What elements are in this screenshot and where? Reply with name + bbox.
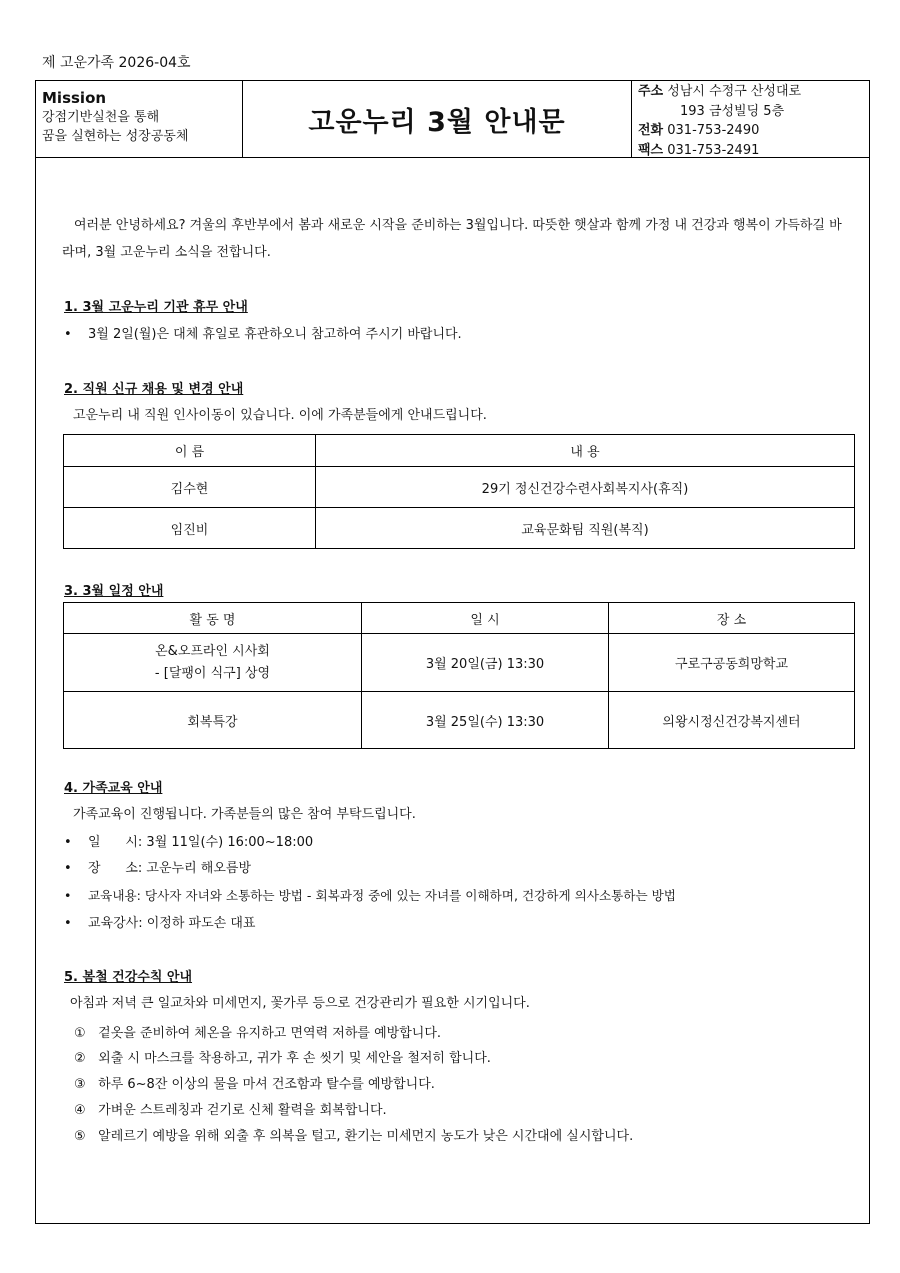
list-item bbox=[64, 912, 255, 931]
section-1-title: 1. 3월 고운누리 기관 휴무 안내 bbox=[64, 300, 248, 315]
staff-table bbox=[63, 434, 855, 549]
list-item bbox=[64, 857, 251, 876]
bullet-text: 장 소: 고운누리 해오름방 bbox=[88, 861, 252, 876]
staff-name: 임진비 bbox=[64, 508, 316, 549]
list-item bbox=[74, 1022, 441, 1041]
bullet-text: 일 시: 3월 11일(수) 16:00~18:00 bbox=[88, 835, 314, 850]
fax-label: 팩스 bbox=[638, 142, 664, 158]
section-5-title: 5. 봄철 건강수칙 안내 bbox=[64, 970, 193, 985]
section-2-title: 2. 직원 신규 채용 및 변경 안내 bbox=[64, 382, 244, 397]
staff-content: 교육문화팀 직원(복직) bbox=[316, 508, 855, 549]
section-4-title: 4. 가족교육 안내 bbox=[64, 781, 163, 796]
schedule-place: 의왕시정신건강복지센터 bbox=[609, 692, 855, 749]
staff-content: 29기 정신건강수련사회복지사(휴직) bbox=[316, 467, 855, 508]
activity-line-1: 온&오프라인 시사회 bbox=[155, 643, 270, 659]
section-3-title: 3. 3월 일정 안내 bbox=[64, 584, 164, 599]
mission-line-1: 강점기반실천을 통해 bbox=[42, 110, 160, 125]
mission-title: Mission bbox=[42, 89, 107, 107]
item-text: 하루 6~8잔 이상의 물을 마셔 건조함과 탈수를 예방합니다. bbox=[98, 1077, 435, 1092]
section-5-text: 아침과 저녁 큰 일교차와 미세먼지, 꽃가루 등으로 건강관리가 필요한 시기입니다. bbox=[70, 996, 530, 1011]
phone-number: 031-753-2490 bbox=[667, 123, 760, 138]
address-label: 주소 bbox=[638, 84, 664, 99]
issue-number: 제 고운가족 2026-04호 bbox=[42, 55, 191, 71]
mission-box bbox=[36, 81, 243, 157]
item-number: ① bbox=[74, 1026, 86, 1041]
staff-col-name: 이 름 bbox=[64, 435, 316, 467]
staff-name: 김수현 bbox=[64, 467, 316, 508]
bullet-dot: • bbox=[64, 327, 72, 342]
table-row bbox=[64, 634, 855, 692]
table-row bbox=[64, 508, 855, 549]
list-item bbox=[74, 1047, 491, 1066]
intro-paragraph: 여러분 안녕하세요? 겨울의 후반부에서 봄과 새로운 시작을 준비하는 3월입니다. 따뜻한 햇살과 함께 가정 내 건강과 행복이 가득하길 바라며, 3월 고운누리 소식을 전합니다. bbox=[62, 218, 842, 260]
document-title: 고운누리 3월 안내문 bbox=[243, 81, 632, 157]
schedule-date: 3월 25일(수) 13:30 bbox=[362, 692, 609, 749]
section-1-bullet bbox=[64, 323, 462, 342]
item-number: ④ bbox=[74, 1103, 86, 1118]
list-item bbox=[64, 831, 313, 850]
bullet-text: 교육내용: 당사자 자녀와 소통하는 방법 - 회복과정 중에 있는 자녀를 이해하며, 건강하게 의사소통하는 방법 bbox=[88, 888, 676, 903]
item-text: 알레르기 예방을 위해 외출 후 의복을 털고, 환기는 미세먼지 농도가 낮은 시간대에 실시합니다. bbox=[98, 1129, 634, 1144]
bullet-dot: • bbox=[64, 835, 72, 850]
bullet-dot: • bbox=[64, 861, 72, 876]
item-number: ② bbox=[74, 1051, 86, 1066]
schedule-date: 3월 20일(금) 13:30 bbox=[362, 634, 609, 692]
mission-line-2: 꿈을 실현하는 성장공동체 bbox=[42, 129, 189, 144]
schedule-place: 구로구공동희망학교 bbox=[609, 634, 855, 692]
schedule-col-place: 장 소 bbox=[609, 603, 855, 634]
letterhead bbox=[35, 80, 870, 158]
table-row bbox=[64, 692, 855, 749]
item-text: 겉옷을 준비하여 체온을 유지하고 면역력 저하를 예방합니다. bbox=[98, 1026, 442, 1041]
section-4-text: 가족교육이 진행됩니다. 가족분들의 많은 참여 부탁드립니다. bbox=[73, 807, 416, 822]
schedule-activity bbox=[64, 634, 362, 692]
item-text: 외출 시 마스크를 착용하고, 귀가 후 손 씻기 및 세안을 철저히 합니다. bbox=[98, 1051, 491, 1066]
schedule-table bbox=[63, 602, 855, 749]
phone-label: 전화 bbox=[638, 123, 664, 138]
table-row bbox=[64, 467, 855, 508]
schedule-activity: 회복특강 bbox=[64, 692, 362, 749]
list-item bbox=[64, 885, 676, 904]
staff-col-content: 내 용 bbox=[316, 435, 855, 467]
fax-number: 031-753-2491 bbox=[667, 142, 760, 158]
schedule-col-date: 일 시 bbox=[362, 603, 609, 634]
schedule-col-activity: 활 동 명 bbox=[64, 603, 362, 634]
list-item bbox=[74, 1099, 387, 1118]
item-text: 가벼운 스트레칭과 걷기로 신체 활력을 회복합니다. bbox=[98, 1103, 387, 1118]
activity-line-2: - [달팽이 식구] 상영 bbox=[154, 665, 271, 681]
item-number: ⑤ bbox=[74, 1129, 86, 1144]
address-line-2: 193 금성빌딩 5층 bbox=[680, 103, 785, 119]
list-item bbox=[74, 1073, 435, 1092]
bullet-dot: • bbox=[64, 916, 72, 931]
bullet-text: 3월 2일(월)은 대체 휴일로 휴관하오니 참고하여 주시기 바랍니다. bbox=[88, 327, 462, 342]
bullet-dot: • bbox=[64, 888, 72, 903]
address-line-1: 성남시 수정구 산성대로 bbox=[667, 84, 802, 99]
list-item bbox=[74, 1125, 633, 1144]
bullet-text: 교육강사: 이정하 파도손 대표 bbox=[88, 916, 256, 931]
contact-box bbox=[632, 81, 869, 157]
item-number: ③ bbox=[74, 1077, 86, 1092]
section-2-text: 고운누리 내 직원 인사이동이 있습니다. 이에 가족분들에게 안내드립니다. bbox=[73, 408, 487, 423]
